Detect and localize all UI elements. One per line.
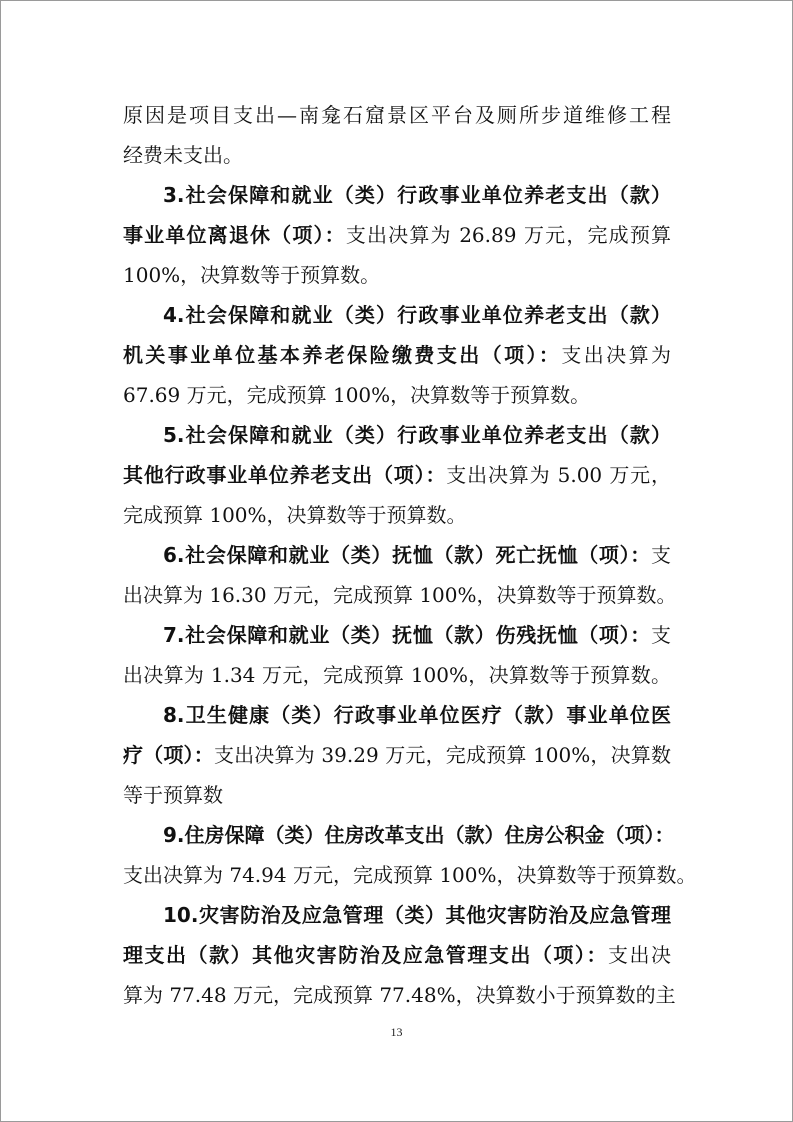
section-heading: 6.社会保障和就业（类）抚恤（款）死亡抚恤（项）：支 xyxy=(163,543,671,567)
text-line: 疗（项）：支出决算为 39.29 万元，完成预算 100%，决算数 xyxy=(123,743,671,767)
body-text xyxy=(123,95,697,1015)
section-heading: 5.社会保障和就业（类）行政事业单位养老支出（款） xyxy=(163,423,671,447)
text-line: 算为 77.48 万元，完成预算 77.48%，决算数小于预算数的主 xyxy=(123,983,676,1007)
text-line: 事业单位离退休（项）：支出决算为 26.89 万元，完成预算 xyxy=(123,223,671,247)
text-line: 支出决算为 74.94 万元，完成预算 100%，决算数等于预算数。 xyxy=(123,863,697,887)
text-line: 经费未支出。 xyxy=(123,143,243,167)
text-line: 出决算为 1.34 万元，完成预算 100%，决算数等于预算数。 xyxy=(123,663,671,687)
text-line: 完成预算 100%，决算数等于预算数。 xyxy=(123,503,467,527)
text-line: 原因是项目支出—南龛石窟景区平台及厕所步道维修工程 xyxy=(123,103,671,127)
page-number: 13 xyxy=(390,1025,403,1039)
text-line: 出决算为 16.30 万元，完成预算 100%，决算数等于预算数。 xyxy=(123,583,677,607)
text-line: 其他行政事业单位养老支出（项）：支出决算为 5.00 万元， xyxy=(123,463,671,487)
section-heading: 10.灾害防治及应急管理（类）其他灾害防治及应急管理 xyxy=(163,903,671,927)
text-line: 67.69 万元，完成预算 100%，决算数等于预算数。 xyxy=(123,383,591,407)
section-heading: 3.社会保障和就业（类）行政事业单位养老支出（款） xyxy=(163,183,671,207)
text-line: 机关事业单位基本养老保险缴费支出（项）：支出决算为 xyxy=(123,343,672,367)
section-heading: 9.住房保障（类）住房改革支出（款）住房公积金（项）： xyxy=(163,823,675,847)
section-heading: 8.卫生健康（类）行政事业单位医疗（款）事业单位医 xyxy=(163,703,671,727)
text-line: 等于预算数 xyxy=(123,783,223,807)
text-line: 理支出（款）其他灾害防治及应急管理支出（项）：支出决 xyxy=(123,943,672,967)
section-heading: 7.社会保障和就业（类）抚恤（款）伤残抚恤（项）：支 xyxy=(163,623,671,647)
section-heading: 4.社会保障和就业（类）行政事业单位养老支出（款） xyxy=(163,303,671,327)
text-line: 100%，决算数等于预算数。 xyxy=(123,263,381,287)
